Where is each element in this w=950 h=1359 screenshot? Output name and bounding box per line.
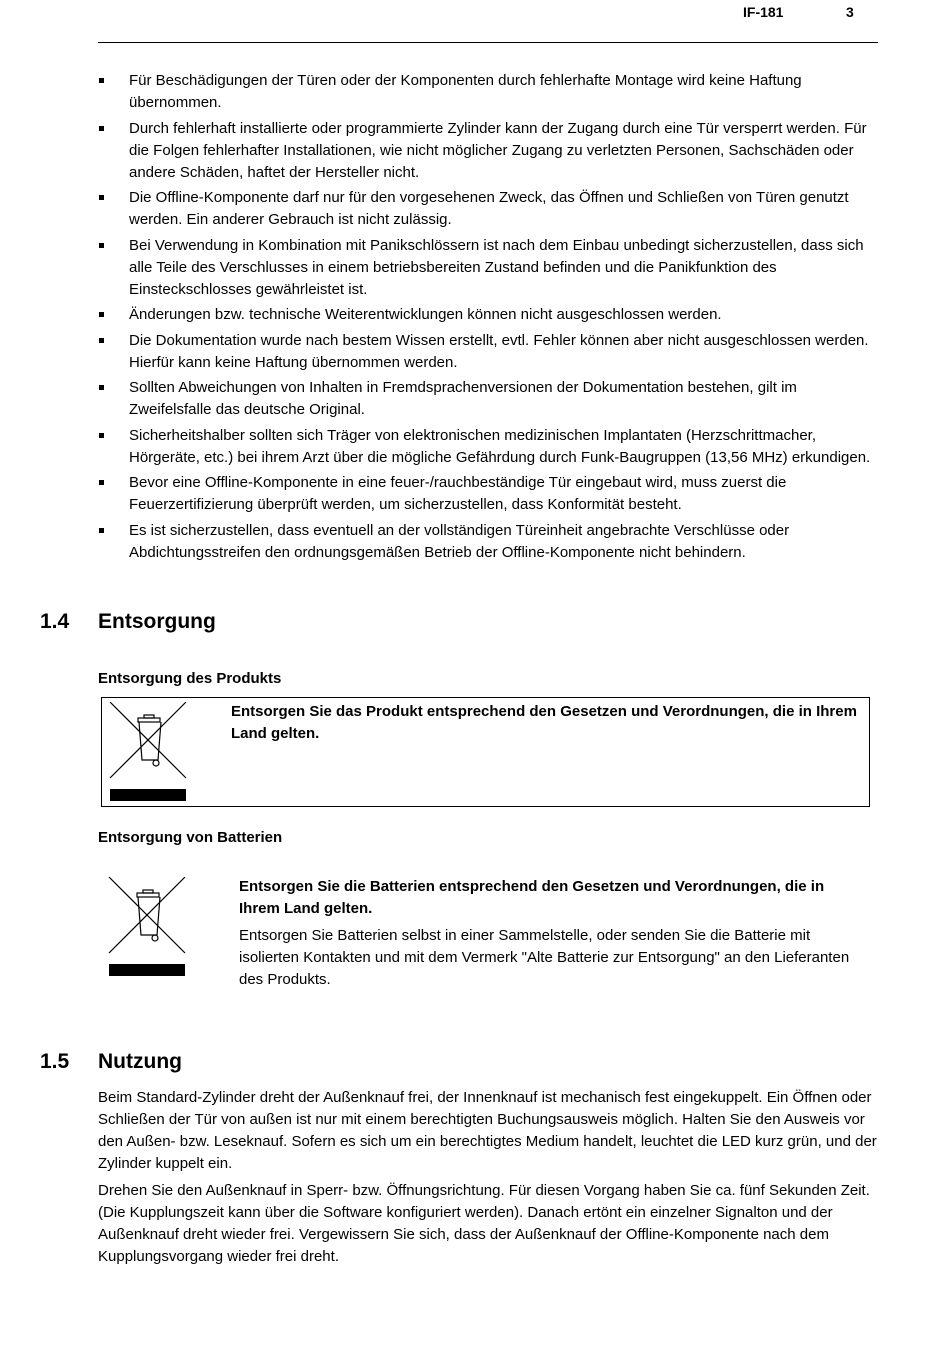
product-disposal-text: Entsorgen Sie das Produkt entsprechend den Gesetzen und Verordnungen, die in Ihrem Land gelten. <box>231 703 857 742</box>
list-item: Bevor eine Offline-Komponente in eine feuer-/rauchbeständige Tür eingebaut wird, muss zuerst die Feuerzertifizierung überprüft werden, um sicherzustellen, dass Konformität besteht. <box>98 472 878 516</box>
battery-disposal-bold-text: Entsorgen Sie die Batterien entsprechend den Gesetzen und Verordnungen, die in Ihrem Land gelten. <box>239 878 825 917</box>
bullet-square-icon <box>99 433 104 438</box>
section-number-usage: 1.5 <box>40 1050 70 1073</box>
product-disposal-box <box>101 697 870 807</box>
list-item: Änderungen bzw. technische Weiterentwicklungen können nicht ausgeschlossen werden. <box>98 304 878 326</box>
usage-paragraph: Drehen Sie den Außenknauf in Sperr- bzw. Öffnungsrichtung. Für diesen Vorgang haben Sie ca. fünf Sekunden Zeit. (Die Kupplungszeit kann über die Software konfiguriert werden). Danach ertönt ein einzelner Signalton und der Außenknauf dreht wieder frei. Vergewissern Sie sich, dass der Außenknauf der Offline-Komponente nach dem Kupplungsvorgang wieder frei dreht. <box>98 1182 870 1265</box>
crossed-out-wheelie-bin-icon <box>108 702 188 802</box>
safety-notes-list <box>98 70 878 567</box>
section-title-disposal: Entsorgung <box>98 610 216 633</box>
list-item: Sicherheitshalber sollten sich Träger von elektronischen medizinischen Implantaten (Herzschrittmacher, Hörgeräte, etc.) bei ihrem Arzt über die mögliche Gefährdung durch Funk-Baugruppen (13,56 MHz) erkundigen. <box>98 425 878 469</box>
bullet-square-icon <box>99 480 104 485</box>
bullet-square-icon <box>99 338 104 343</box>
list-item: Die Offline-Komponente darf nur für den vorgesehenen Zweck, das Öffnen und Schließen von Türen genutzt werden. Ein anderer Gebrauch ist nicht zulässig. <box>98 187 878 231</box>
document-id: IF-181 <box>743 4 784 20</box>
usage-paragraph: Beim Standard-Zylinder dreht der Außenknauf frei, der Innenknauf ist mechanisch fest eingekuppelt. Ein Öffnen oder Schließen der Tür von außen ist nur mit einem berechtigten Buchungsausweis möglich. Halten Sie den Ausweis vor den Außen- bzw. Leseknauf. Sofern es sich um ein berechtigtes Medium handelt, leuchtet die LED kurz grün, und der Zylinder kuppelt ein. <box>98 1089 877 1172</box>
bullet-square-icon <box>99 528 104 533</box>
list-item: Für Beschädigungen der Türen oder der Komponenten durch fehlerhafte Montage wird keine Haftung übernommen. <box>98 70 878 114</box>
subheading-battery-disposal: Entsorgung von Batterien <box>98 829 283 846</box>
bullet-square-icon <box>99 312 104 317</box>
list-item: Die Dokumentation wurde nach bestem Wissen erstellt, evtl. Fehler können aber nicht ausgeschlossen werden. Hierfür kann keine Haftung übernommen werden. <box>98 330 878 374</box>
bullet-square-icon <box>99 78 104 83</box>
bullet-square-icon <box>99 385 104 390</box>
bullet-square-icon <box>99 126 104 131</box>
crossed-out-wheelie-bin-icon <box>107 877 187 977</box>
page-header <box>98 0 878 43</box>
section-title-usage: Nutzung <box>98 1050 182 1073</box>
battery-disposal-text: Entsorgen Sie Batterien selbst in einer Sammelstelle, oder senden Sie die Batterie mit isolierten Kontakten und mit dem Vermerk "Alte Batterie zur Entsorgung" an den Lieferanten des Produkts. <box>239 927 850 988</box>
subheading-product-disposal: Entsorgung des Produkts <box>98 670 282 687</box>
bullet-square-icon <box>99 243 104 248</box>
list-item: Durch fehlerhaft installierte oder programmierte Zylinder kann der Zugang durch eine Tür versperrt werden. Für die Folgen fehlerhafter Installationen, wie nicht möglicher Zugang zu verletzten Personen, Sachschäden oder andere Schäden, haftet der Hersteller nicht. <box>98 118 878 184</box>
list-item: Es ist sicherzustellen, dass eventuell an der vollständigen Türeinheit angebrachte Verschlüsse oder Abdichtungsstreifen den ordnungsgemäßen Betrieb der Offline-Komponente nicht behindern. <box>98 520 878 564</box>
list-item: Bei Verwendung in Kombination mit Panikschlössern ist nach dem Einbau unbedingt sicherzustellen, dass sich alle Teile des Verschlusses in einem betriebsbereiten Zustand befinden und die Panikfunktion des Einsteckschlosses gewährleistet ist. <box>98 235 878 301</box>
section-number-disposal: 1.4 <box>40 610 70 633</box>
bullet-square-icon <box>99 195 104 200</box>
page-number: 3 <box>846 4 854 20</box>
list-item: Sollten Abweichungen von Inhalten in Fremdsprachenversionen der Dokumentation bestehen, gilt im Zweifelsfalle das deutsche Original. <box>98 377 878 421</box>
battery-disposal-text-block <box>239 876 869 991</box>
